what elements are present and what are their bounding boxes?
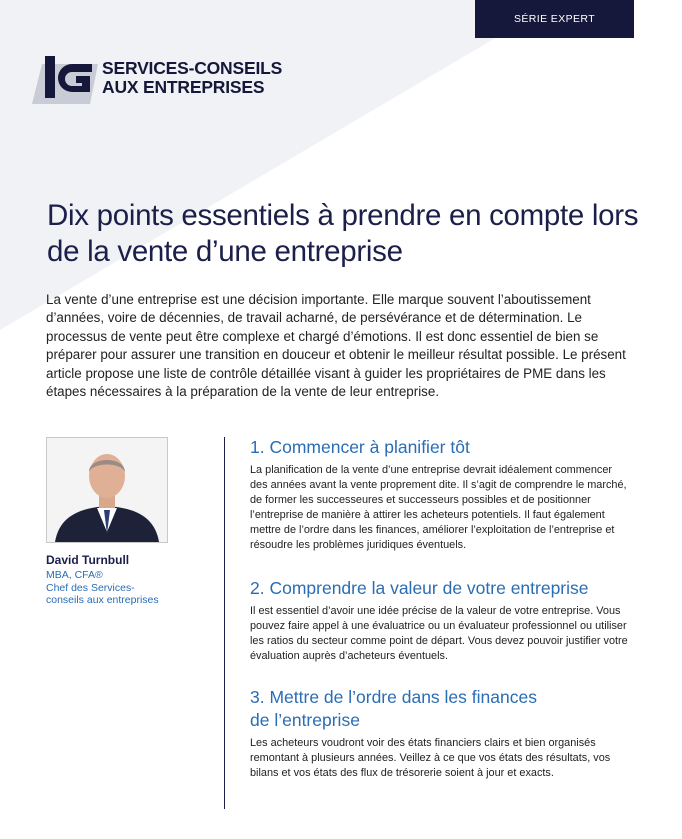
section-3-body: Les acheteurs voudront voir des états financiers clairs et bien organisés remontant à plusieurs années. Veillez à ce que vos états des résultats, vos bilans et vos états des flux de trésorerie soient à jour et exacts.	[250, 737, 611, 780]
column-divider	[224, 437, 225, 809]
author-role-line-1: Chef des Services-	[46, 582, 135, 594]
section-1-body: La planification de la vente d’une entreprise devrait idéalement commencer des années avant la vente proprement dite. Il s’agit de comprendre le marché, de former les successeures et successeurs possibles et de positionner l’entreprise de manière à attirer les acheteurs potentiels. Il faut également mettre de l’ordre dans les finances, améliorer l’exploitation de l’entreprise et résoudre les problèmes juridiques éventuels.	[250, 464, 627, 552]
section-3-heading-line-2: de l’entreprise	[250, 710, 360, 730]
brand-wordmark	[102, 59, 282, 97]
brand-line-2: AUX ENTREPRISES	[102, 77, 265, 97]
page-title: Dix points essentiels à prendre en compte lors de la vente d’une entreprise	[47, 199, 639, 268]
author-name: David Turnbull	[46, 553, 130, 567]
section-3-heading	[250, 686, 537, 732]
section-3-heading-line-1: 3. Mettre de l’ordre dans les finances	[250, 687, 537, 707]
author-credentials: MBA, CFA®	[46, 569, 103, 581]
author-photo	[46, 437, 168, 543]
author-role-line-2: conseils aux entreprises	[46, 594, 159, 606]
ig-logo-icon	[32, 56, 98, 104]
series-badge: SÉRIE EXPERT	[475, 0, 634, 38]
intro-paragraph: La vente d’une entreprise est une décision importante. Elle marque souvent l’aboutissement d’années, voire de décennies, de travail acharné, de persévérance et de détermination. Le processus de vente peut être complexe et chargé d’émotions. Il est donc essentiel de bien se préparer pour assurer une transition en douceur et obtenir le meilleur résultat possible. Le présent article propose une liste de contrôle détaillée visant à guider les propriétaires de PME dans les étapes nécessaires à la préparation de la vente de leur entreprise.	[46, 292, 626, 400]
section-2-heading: 2. Comprendre la valeur de votre entreprise	[250, 578, 589, 598]
brand-line-1: SERVICES-CONSEILS	[102, 58, 283, 78]
section-2-body: Il est essentiel d’avoir une idée précise de la valeur de votre entreprise. Vous pouvez faire appel à une évaluatrice ou un évaluateur professionnel ou utiliser les ratios du secteur comme point de départ. Vous devez pouvoir justifier votre évaluation auprès d’acheteurs éventuels.	[250, 605, 628, 663]
portrait-image	[47, 438, 167, 542]
section-1-heading: 1. Commencer à planifier tôt	[250, 437, 470, 457]
